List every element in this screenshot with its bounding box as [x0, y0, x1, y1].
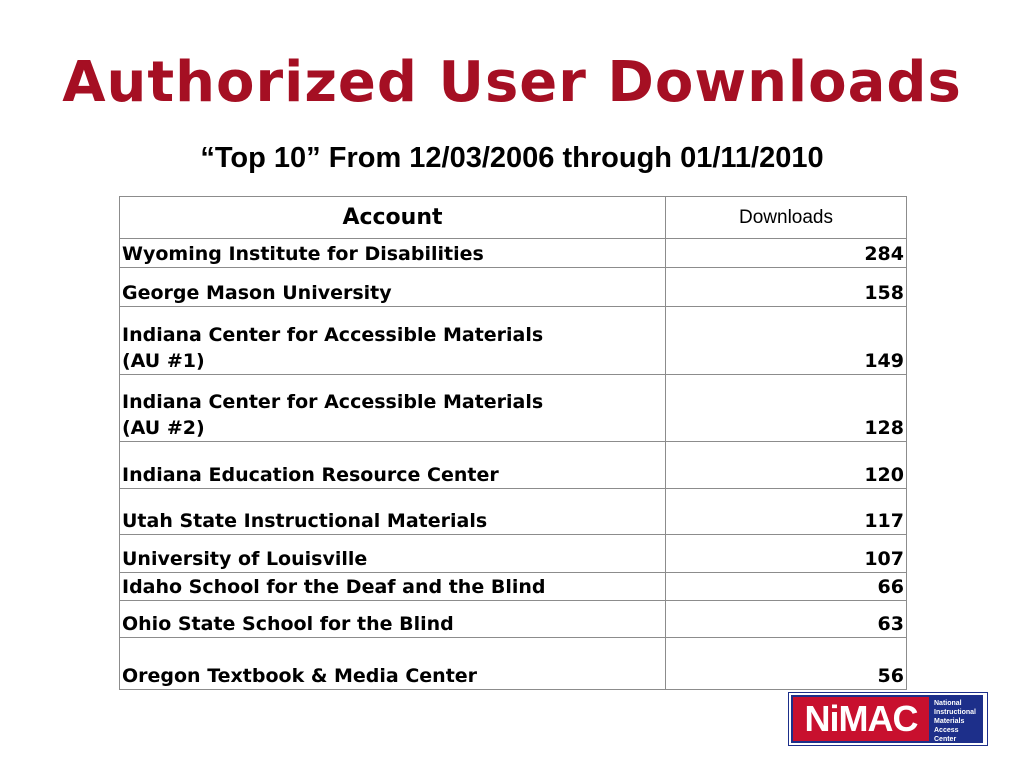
account-cell: [120, 638, 666, 690]
table-row: [120, 268, 907, 307]
column-header-downloads: Downloads: [666, 197, 907, 239]
logo-side-line: Center: [934, 736, 957, 743]
downloads-cell: 107: [666, 535, 907, 573]
downloads-table: [119, 196, 907, 690]
page-subtitle: “Top 10” From 12/03/2006 through 01/11/2010: [200, 142, 824, 174]
downloads-cell: 158: [666, 268, 907, 307]
table-header-row: [120, 197, 907, 239]
logo-wordmark: NiMAC: [791, 695, 931, 743]
table-row: [120, 601, 907, 638]
account-cell: [120, 442, 666, 489]
logo-side-line: Instructional: [934, 709, 977, 716]
page-title: Authorized User Downloads: [62, 50, 962, 115]
account-line: University of Louisville: [122, 548, 368, 570]
downloads-cell: 66: [666, 573, 907, 601]
downloads-cell: 120: [666, 442, 907, 489]
table-row: [120, 489, 907, 535]
nimac-logo: [788, 692, 988, 746]
table-row: [120, 442, 907, 489]
account-line: Wyoming Institute for Disabilities: [122, 243, 484, 265]
downloads-cell: 56: [666, 638, 907, 690]
account-line: Indiana Center for Accessible Materials: [122, 324, 544, 346]
account-line: George Mason University: [122, 282, 392, 304]
account-line: Ohio State School for the Blind: [122, 613, 454, 635]
account-cell: [120, 573, 666, 601]
account-cell: [120, 535, 666, 573]
logo-side-line: National: [934, 700, 962, 707]
account-cell: [120, 268, 666, 307]
account-line: (AU #1): [122, 350, 205, 372]
account-cell: [120, 489, 666, 535]
table-row: [120, 535, 907, 573]
table-row: [120, 239, 907, 268]
account-line: Utah State Instructional Materials: [122, 510, 488, 532]
downloads-cell: 284: [666, 239, 907, 268]
account-cell: [120, 601, 666, 638]
account-cell: [120, 375, 666, 442]
downloads-cell: 117: [666, 489, 907, 535]
downloads-cell: 63: [666, 601, 907, 638]
downloads-cell: 149: [666, 307, 907, 375]
account-cell: [120, 307, 666, 375]
account-line: Indiana Center for Accessible Materials: [122, 391, 544, 413]
account-line: Idaho School for the Deaf and the Blind: [122, 576, 546, 598]
column-header-account: Account: [120, 197, 666, 239]
logo-side-line: Access: [934, 727, 959, 734]
logo-side-line: Materials: [934, 718, 965, 725]
account-cell: [120, 239, 666, 268]
downloads-cell: 128: [666, 375, 907, 442]
table-row: [120, 375, 907, 442]
table-row: [120, 307, 907, 375]
table-row: [120, 573, 907, 601]
account-line: Indiana Education Resource Center: [122, 464, 499, 486]
account-line: (AU #2): [122, 417, 205, 439]
account-line: Oregon Textbook & Media Center: [122, 665, 478, 687]
logo-side-text: [931, 695, 983, 743]
table-row: [120, 638, 907, 690]
